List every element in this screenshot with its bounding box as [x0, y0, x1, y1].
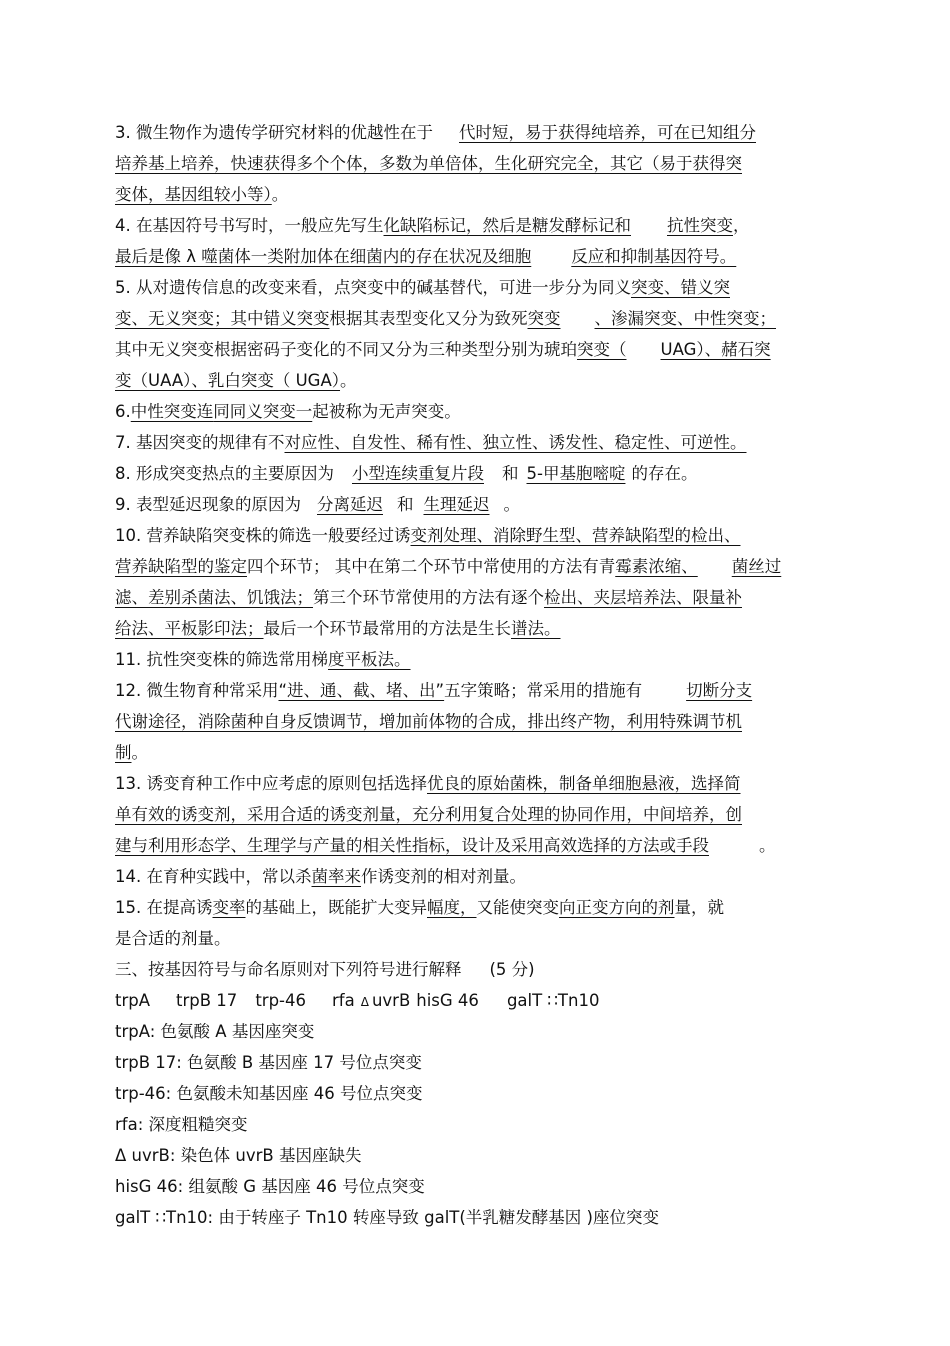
q4-line-2: [115, 241, 840, 272]
q9-line: [115, 489, 840, 520]
q10-text: 第三个环节常使用的方法有逐个: [313, 588, 544, 607]
q12-text: 12. 微生物育种常采用: [115, 681, 279, 700]
answer-term: trpA:: [115, 1022, 156, 1041]
q12-line-2: [115, 706, 840, 737]
q5-line-4: [115, 365, 840, 396]
q10-answer: 给法、平板影印法；: [115, 619, 264, 638]
symbol: trpA: [115, 991, 151, 1010]
q5-answer: UAG）、赭石突: [660, 340, 771, 359]
q13-period: 。: [759, 836, 776, 855]
q13-answer: 优良的原始菌株，制备单细胞悬液，选择简: [427, 774, 741, 793]
answer-desc: 组氨酸 G 基因座 46 号位点突变: [188, 1177, 425, 1196]
q7-text: 7. 基因突变的规律有不: [115, 433, 285, 452]
q10-line-3: [115, 582, 840, 613]
answer-line: [115, 1047, 840, 1078]
q8-line: [115, 458, 840, 489]
q12-answer: 切断分支: [686, 681, 753, 700]
q9-period: 。: [503, 495, 520, 514]
q6-answer: 同同义突变一: [213, 402, 313, 421]
q13-answer-cont: 建与利用形态学、生理学与产量的相关性指标，设计及采用高效选择的方法或手段: [115, 836, 709, 855]
q10-answer: 检出、夹层培养法、限量补: [544, 588, 742, 607]
q6-text: 起被称为无声突变。: [312, 402, 461, 421]
q15-text: 的基础上，既能扩大变异: [245, 898, 427, 917]
q11-text: 11. 抗性突变株的筛选常用梯: [115, 650, 328, 669]
q15-text: 15. 在提高诱: [115, 898, 213, 917]
q10-text: 最后一个环节最常用的方法是生长: [263, 619, 511, 638]
q10-answer: 滤、差别杀菌法、饥饿法；: [115, 588, 313, 607]
q4-comma: ，: [733, 216, 750, 235]
q7-answer: 对应性、自发性、稀有性、独立性、诱发性、稳定性、可逆性。: [284, 433, 747, 452]
answer-line: [115, 1202, 840, 1233]
q3-line-3: [115, 179, 840, 210]
q9-answer: 分离延迟: [317, 495, 383, 514]
q5-line-1: [115, 272, 840, 303]
q10-line-1: [115, 520, 840, 551]
q14-answer: 菌率来: [311, 867, 361, 886]
q14-text: 作诱变剂的相对剂量。: [361, 867, 526, 886]
q8-answer: 5-甲基胞嘧啶: [526, 464, 626, 483]
answer-term: Δ uvrB:: [115, 1146, 176, 1165]
answer-desc: 染色体 uvrB 基因座缺失: [180, 1146, 362, 1165]
q4-text: 4. 在基因符号书写时，一般应先写生: [115, 216, 384, 235]
q10-text: 10. 营养缺陷突变株的筛选一般要经过诱: [115, 526, 411, 545]
answer-desc: 由于转座子 Tn10 转座导致 galT(半乳糖发酵基因 )座位突变: [218, 1208, 659, 1227]
q14-text: 14. 在育种实践中，常以杀: [115, 867, 312, 886]
q3-line-2: [115, 148, 840, 179]
q10-answer: 变剂处理、消除野生型、营养缺陷型的检出、: [410, 526, 741, 545]
section3-score: (5 分): [489, 960, 535, 979]
symbol: rfa: [332, 991, 355, 1010]
q12-line-3: [115, 737, 840, 768]
q13-line-2: [115, 799, 840, 830]
q12-answer-cont: 制: [115, 743, 132, 762]
q4-answer: 最后是像 λ 噬菌体一类附加体在细菌内的存在状况及细胞: [115, 247, 532, 266]
q4-answer: 和抑制基因符号。: [604, 247, 737, 266]
answer-term: hisG 46:: [115, 1177, 184, 1196]
q6-number: 6.: [115, 402, 131, 421]
q4-answer: 抗性突变: [667, 216, 733, 235]
answer-desc: 色氨酸未知基因座 46 号位点突变: [176, 1084, 423, 1103]
q9-text: 和: [397, 495, 414, 514]
q9-answer: 生理延迟: [423, 495, 490, 514]
q12-line-1: [115, 675, 840, 706]
q5-text: 5. 从对遗传信息的改变来看，点突变中的碱基替代，可进一步分为同义: [115, 278, 631, 297]
answer-line: [115, 1109, 840, 1140]
q5-text: 根据密码子变化的不同又分为三种类型分别为琥珀: [214, 340, 577, 359]
symbol: galT ∷Tn10: [506, 991, 600, 1010]
answer-desc: 色氨酸 B 基因座 17 号位点突变: [187, 1053, 422, 1072]
q10-answer: 谱法。: [511, 619, 561, 638]
q11-answer: 度平板法。: [328, 650, 411, 669]
q6-line: [115, 396, 840, 427]
symbol: hisG 46: [416, 991, 479, 1010]
symbol: uvrB: [371, 991, 411, 1010]
answer-line: [115, 1078, 840, 1109]
q15-answer: 向正变方向的剂: [559, 898, 675, 917]
answer-line: [115, 1171, 840, 1202]
q13-text: 13. 诱变育种工作中应考虑的原则包括选择: [115, 774, 427, 793]
q14-line: [115, 861, 840, 892]
q7-line: [115, 427, 840, 458]
q10-text: 四个环节； 其中在第二个环节中常使用的方法有青: [247, 557, 616, 576]
answer-term: galT ∷Tn10:: [115, 1208, 214, 1227]
q5-answer: 突变、错义突: [631, 278, 730, 297]
q8-text: 的存在。: [631, 464, 698, 483]
section3-symbols: [115, 985, 840, 1016]
q5-line-3: [115, 334, 840, 365]
q15-answer: 幅度，: [427, 898, 477, 917]
delta-icon: Δ: [360, 995, 369, 1009]
q3-line-1: [115, 117, 840, 148]
q9-text: 9. 表型延迟现象的原因为: [115, 495, 301, 514]
q10-line-2: [115, 551, 840, 582]
q10-answer: 霉素浓缩、: [615, 557, 698, 576]
q15-text: 量，就: [674, 898, 724, 917]
q5-answer: 突变: [527, 309, 561, 328]
q4-answer: 反应: [571, 247, 605, 266]
answer-term: trpB 17:: [115, 1053, 182, 1072]
q15-text: 是合适的剂量。: [115, 929, 231, 948]
q4-answer: 化缺陷标记，然后是糖发酵标记和: [383, 216, 631, 235]
q3-answer: 代时短，易于获得纯培养，可在已知组分: [459, 123, 756, 142]
q12-period: 。: [131, 743, 148, 762]
answer-term: trp-46:: [115, 1084, 172, 1103]
answer-desc: 色氨酸 A 基因座突变: [160, 1022, 315, 1041]
answer-line: [115, 1016, 840, 1047]
section3-heading: [115, 954, 840, 985]
q15-line-1: [115, 892, 840, 923]
q3-answer-cont: 变体，基因组较小等）: [115, 185, 272, 204]
q5-line-2: [115, 303, 840, 334]
q6-answer: 中性突变连: [130, 402, 214, 421]
q5-text: 根据其表型变化又分为致死: [329, 309, 528, 328]
q15-text: 又能使突变: [476, 898, 559, 917]
q15-answer: 变率: [212, 898, 246, 917]
q13-answer-cont: 单有效的诱变剂，采用合适的诱变剂量，充分利用复合处理的协同作用，中间培养，创: [115, 805, 742, 824]
q8-text: 和: [502, 464, 519, 483]
q5-answer: 突变（: [577, 340, 627, 359]
answer-desc: 深度粗糙突变: [148, 1115, 248, 1134]
q12-answer: “进、通、截、堵、出”: [278, 681, 445, 700]
q12-answer-cont: 代谢途径，消除菌种自身反馈调节，增加前体物的合成，排出终产物，利用特殊调节机: [115, 712, 742, 731]
section3-title: 三、按基因符号与命名原则对下列符号进行解释: [115, 960, 462, 979]
q3-period: 。: [271, 185, 289, 204]
q4-line-1: [115, 210, 840, 241]
q8-text: 8. 形成突变热点的主要原因为: [115, 464, 334, 483]
q15-line-2: [115, 923, 840, 954]
q11-line: [115, 644, 840, 675]
symbol: trpB 17: [176, 991, 238, 1010]
q5-answer: 变（UAA）、乳白突变（ UGA）: [115, 371, 341, 390]
answer-term: rfa:: [115, 1115, 144, 1134]
q5-text: 其中无义突变: [115, 340, 214, 359]
q5-answer: 变、无义突变；其中错义突变: [115, 309, 330, 328]
q5-period: 。: [340, 371, 357, 390]
answer-line: [115, 1140, 840, 1171]
q10-line-4: [115, 613, 840, 644]
q10-answer: 菌丝过: [731, 557, 782, 576]
q8-answer: 小型连续重复片段: [352, 464, 484, 483]
q12-text: 五字策略；常采用的措施有: [444, 681, 643, 700]
q5-answer: 、渗漏突变、中性突变；: [594, 309, 776, 328]
q10-answer: 营养缺陷型的鉴定: [115, 557, 247, 576]
document-page: [115, 117, 840, 1233]
q3-text: 3. 微生物作为遗传学研究材料的优越性在于: [115, 123, 433, 142]
symbol: trp-46: [255, 991, 306, 1010]
q13-line-3: [115, 830, 840, 861]
q13-line-1: [115, 768, 840, 799]
q3-answer-cont: 培养基上培养，快速获得多个个体，多数为单倍体，生化研究完全，其它（易于获得突: [115, 154, 742, 173]
